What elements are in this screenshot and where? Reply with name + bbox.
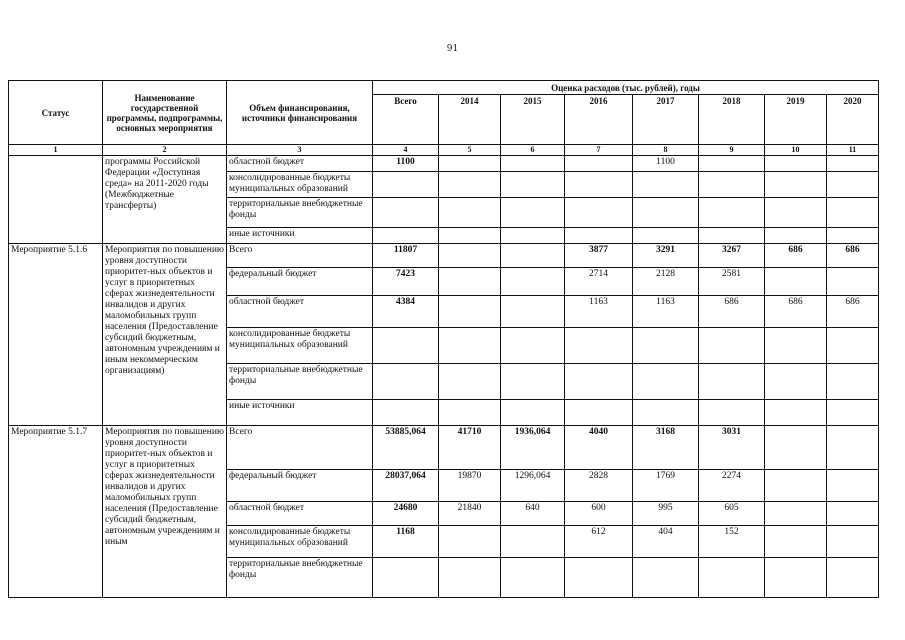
year-value-cell — [633, 228, 699, 244]
year-value-cell — [699, 364, 765, 400]
year-value-cell: 3031 — [699, 426, 765, 470]
year-value-cell — [827, 502, 879, 526]
year-value-cell — [633, 400, 699, 426]
status-cell: Мероприятие 5.1.7 — [9, 426, 103, 598]
funding-source-cell: областной бюджет — [227, 296, 373, 328]
year-value-cell: 3877 — [565, 244, 633, 268]
year-value-cell — [565, 228, 633, 244]
year-value-cell — [439, 328, 501, 364]
total-cell — [373, 558, 439, 598]
year-value-cell — [501, 228, 565, 244]
year-value-cell — [765, 400, 827, 426]
year-value-cell — [699, 172, 765, 198]
funding-source-cell: иные источники — [227, 400, 373, 426]
year-value-cell — [501, 526, 565, 558]
year-value-cell: 1163 — [633, 296, 699, 328]
year-value-cell: 1936,064 — [501, 426, 565, 470]
year-value-cell — [501, 328, 565, 364]
total-cell: 24680 — [373, 502, 439, 526]
year-value-cell: 3267 — [699, 244, 765, 268]
year-value-cell: 995 — [633, 502, 699, 526]
funding-source-cell: территориальные внебюджетные фонды — [227, 198, 373, 228]
year-value-cell: 1163 — [565, 296, 633, 328]
year-value-cell — [827, 470, 879, 502]
column-number: 3 — [227, 145, 373, 156]
total-cell: 53885,064 — [373, 426, 439, 470]
total-cell — [373, 228, 439, 244]
year-value-cell — [633, 198, 699, 228]
year-value-cell — [765, 470, 827, 502]
table-row — [9, 244, 879, 268]
year-value-cell: 152 — [699, 526, 765, 558]
column-number: 1 — [9, 145, 103, 156]
year-value-cell — [765, 228, 827, 244]
column-number: 6 — [501, 145, 565, 156]
column-numbers-row — [9, 145, 879, 156]
year-value-cell — [633, 172, 699, 198]
total-cell: 1168 — [373, 526, 439, 558]
year-value-cell — [439, 400, 501, 426]
funding-source-cell: территориальные внебюджетные фонды — [227, 364, 373, 400]
funding-source-cell: Всего — [227, 244, 373, 268]
program-name-cell: программы Российской Федерации «Доступная среда» на 2011-2020 годы (Межбюджетные трансферты) — [103, 156, 227, 244]
year-value-cell: 600 — [565, 502, 633, 526]
year-value-cell — [765, 502, 827, 526]
year-value-cell — [501, 198, 565, 228]
year-value-cell — [765, 328, 827, 364]
column-number: 9 — [699, 145, 765, 156]
year-value-cell — [501, 296, 565, 328]
year-value-cell: 686 — [827, 244, 879, 268]
funding-source-cell: областной бюджет — [227, 502, 373, 526]
column-number: 2 — [103, 145, 227, 156]
year-value-cell — [501, 156, 565, 172]
funding-source-cell: федеральный бюджет — [227, 268, 373, 296]
budget-table — [8, 80, 879, 598]
header-name: Наименование государственной программы, подпрограммы, основных мероприятия — [103, 81, 227, 145]
year-value-cell — [501, 268, 565, 296]
funding-source-cell: федеральный бюджет — [227, 470, 373, 502]
year-value-cell — [765, 526, 827, 558]
year-value-cell — [439, 198, 501, 228]
year-value-cell — [765, 558, 827, 598]
status-cell: Мероприятие 5.1.6 — [9, 244, 103, 426]
year-value-cell — [765, 426, 827, 470]
year-value-cell — [765, 268, 827, 296]
year-value-cell — [501, 244, 565, 268]
year-value-cell — [439, 296, 501, 328]
year-value-cell: 640 — [501, 502, 565, 526]
year-value-cell — [439, 172, 501, 198]
total-cell — [373, 400, 439, 426]
year-value-cell: 3168 — [633, 426, 699, 470]
year-value-cell: 686 — [765, 244, 827, 268]
year-value-cell: 1769 — [633, 470, 699, 502]
year-value-cell: 2828 — [565, 470, 633, 502]
total-cell — [373, 328, 439, 364]
year-value-cell — [439, 228, 501, 244]
year-value-cell: 41710 — [439, 426, 501, 470]
funding-source-cell: Всего — [227, 426, 373, 470]
year-value-cell: 2581 — [699, 268, 765, 296]
header-year: 2020 — [827, 95, 879, 145]
total-cell — [373, 198, 439, 228]
year-value-cell — [765, 198, 827, 228]
year-value-cell: 686 — [699, 296, 765, 328]
year-value-cell — [439, 558, 501, 598]
total-cell: 4384 — [373, 296, 439, 328]
year-value-cell — [765, 364, 827, 400]
total-cell: 7423 — [373, 268, 439, 296]
year-value-cell — [827, 364, 879, 400]
page-number: 91 — [446, 44, 459, 54]
year-value-cell — [565, 400, 633, 426]
header-year: 2017 — [633, 95, 699, 145]
header-year: 2014 — [439, 95, 501, 145]
column-number: 4 — [373, 145, 439, 156]
year-value-cell — [827, 400, 879, 426]
column-number: 11 — [827, 145, 879, 156]
year-value-cell — [565, 172, 633, 198]
year-value-cell — [633, 328, 699, 364]
year-value-cell — [501, 558, 565, 598]
table-row — [9, 426, 879, 470]
year-value-cell — [827, 526, 879, 558]
funding-source-cell: консолидированные бюджеты муниципальных образований — [227, 526, 373, 558]
year-value-cell — [699, 558, 765, 598]
year-value-cell: 404 — [633, 526, 699, 558]
column-number: 8 — [633, 145, 699, 156]
year-value-cell — [765, 156, 827, 172]
year-value-cell — [699, 156, 765, 172]
table-row — [9, 156, 879, 172]
year-value-cell: 2714 — [565, 268, 633, 296]
year-value-cell — [633, 558, 699, 598]
year-value-cell — [699, 198, 765, 228]
funding-source-cell: консолидированные бюджеты муниципальных образований — [227, 328, 373, 364]
column-number: 10 — [765, 145, 827, 156]
funding-source-cell: областной бюджет — [227, 156, 373, 172]
year-value-cell — [501, 172, 565, 198]
year-value-cell — [565, 558, 633, 598]
year-value-cell: 3291 — [633, 244, 699, 268]
header-year: 2018 — [699, 95, 765, 145]
year-value-cell — [439, 268, 501, 296]
program-name-cell: Мероприятия по повышению уровня доступности приоритет-ных объектов и услуг в приоритетных сферах жизнедеятельности инвалидов и других маломобильных групп населения (Предоставление субсидий бюджетным, автономным учреждениям и иным некоммерческим организациям) — [103, 244, 227, 426]
year-value-cell: 21840 — [439, 502, 501, 526]
year-value-cell: 1296,064 — [501, 470, 565, 502]
year-value-cell — [827, 328, 879, 364]
year-value-cell: 612 — [565, 526, 633, 558]
year-value-cell — [565, 364, 633, 400]
header-status: Статус — [9, 81, 103, 145]
year-value-cell — [765, 172, 827, 198]
year-value-cell — [501, 364, 565, 400]
year-value-cell — [699, 400, 765, 426]
year-value-cell — [827, 228, 879, 244]
year-value-cell: 686 — [765, 296, 827, 328]
year-value-cell — [827, 558, 879, 598]
year-value-cell — [565, 328, 633, 364]
year-value-cell — [565, 198, 633, 228]
year-value-cell — [827, 156, 879, 172]
column-number: 5 — [439, 145, 501, 156]
total-cell: 1100 — [373, 156, 439, 172]
year-value-cell — [827, 426, 879, 470]
year-value-cell — [501, 400, 565, 426]
year-value-cell: 2128 — [633, 268, 699, 296]
year-value-cell — [439, 364, 501, 400]
year-value-cell — [565, 156, 633, 172]
year-value-cell — [827, 198, 879, 228]
header-volume: Объем финансирования, источники финансирования — [227, 81, 373, 145]
table-body — [9, 145, 879, 598]
year-value-cell — [439, 244, 501, 268]
column-number: 7 — [565, 145, 633, 156]
year-value-cell: 2274 — [699, 470, 765, 502]
status-cell — [9, 156, 103, 244]
year-value-cell — [827, 172, 879, 198]
year-value-cell: 19870 — [439, 470, 501, 502]
header-year: 2015 — [501, 95, 565, 145]
year-value-cell: 686 — [827, 296, 879, 328]
header-year: 2016 — [565, 95, 633, 145]
header-cost-group: Оценка расходов (тыс. рублей), годы — [373, 81, 879, 95]
year-value-cell: 4040 — [565, 426, 633, 470]
funding-source-cell: иные источники — [227, 228, 373, 244]
total-cell: 28037,064 — [373, 470, 439, 502]
funding-source-cell: территориальные внебюджетные фонды — [227, 558, 373, 598]
total-cell: 11807 — [373, 244, 439, 268]
year-value-cell — [439, 156, 501, 172]
year-value-cell — [827, 268, 879, 296]
total-cell — [373, 364, 439, 400]
header-year: 2019 — [765, 95, 827, 145]
year-value-cell — [633, 364, 699, 400]
funding-source-cell: консолидированные бюджеты муниципальных образований — [227, 172, 373, 198]
header-total: Всего — [373, 95, 439, 145]
year-value-cell: 605 — [699, 502, 765, 526]
year-value-cell — [699, 228, 765, 244]
total-cell — [373, 172, 439, 198]
year-value-cell: 1100 — [633, 156, 699, 172]
year-value-cell — [699, 328, 765, 364]
program-name-cell: Мероприятия по повышению уровня доступности приоритет-ных объектов и услуг в приоритетных сферах жизнедеятельности инвалидов и других маломобильных групп населения (Предоставление субсидий бюджетным, автономным учреждениям и иным — [103, 426, 227, 598]
year-value-cell — [439, 526, 501, 558]
